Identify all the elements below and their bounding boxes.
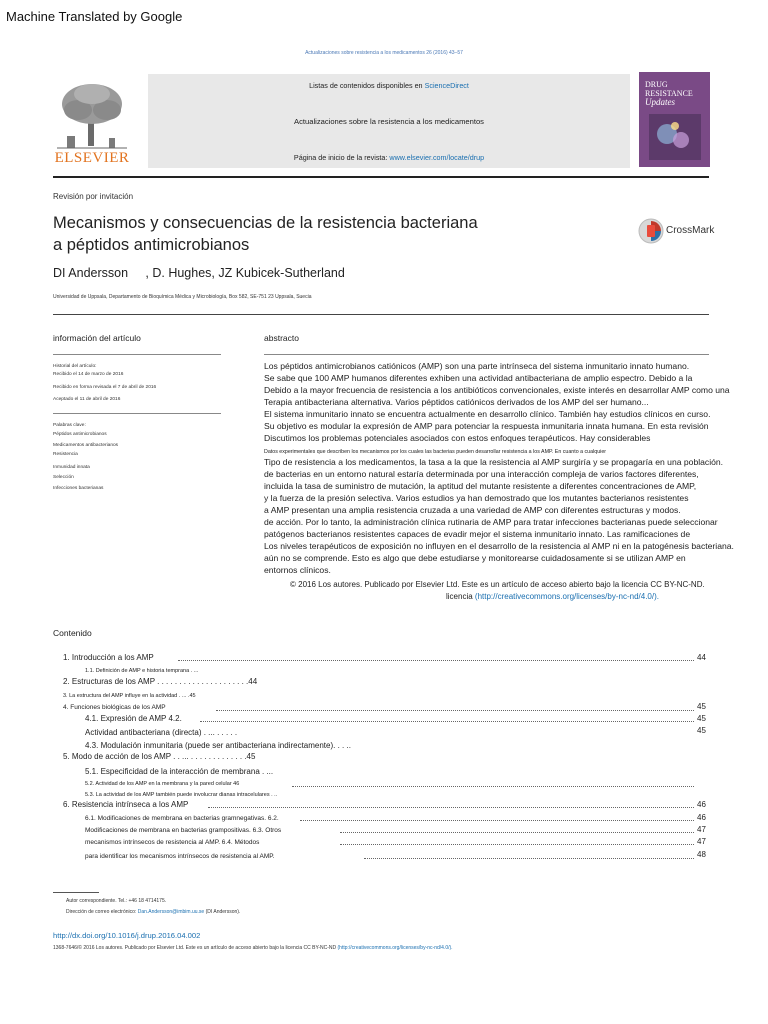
toc-entry[interactable]: 6.1. Modificaciones de membrana en bacterias gramnegativas. 6.2. (85, 815, 279, 822)
toc-entry[interactable]: 5. Modo de acción de los AMP . . ... . . . . . . . . . . . . .45 (63, 752, 256, 761)
toc-entry[interactable]: 1. Introducción a los AMP (63, 653, 154, 662)
abstract-line: El sistema inmunitario innato se encuentra actualmente en desarrollo clínico. También hay estudios clínicos en curso. (264, 409, 711, 419)
toc-page: 47 (697, 837, 706, 846)
journal-homepage: Página de inicio de la revista: www.elsevier.com/locate/drup (293, 153, 485, 162)
keywords-label: Palabras clave: (53, 423, 86, 428)
abstract-line: Discutimos los problemas potenciales asociados con estos enfoques terapéuticos. Hay considerables (264, 433, 651, 443)
history-label: Historial del artículo: (53, 364, 97, 369)
toc-entry[interactable]: 6. Resistencia intrínseca a los AMP (63, 800, 189, 809)
abstract-line: y la fuerza de la presión selectiva. Varios estudios ya han demostrado que los mutantes bacterianos resistentes (264, 493, 689, 503)
toc-entry[interactable]: 4.1. Expresión de AMP 4.2. (85, 714, 182, 723)
abstract-line: aún no se comprende. Esto es algo que debe estudiarse y monitorearse cuidadosamente si se utilizan AMP en (264, 553, 686, 563)
toc-entry[interactable]: mecanismos intrínsecos de resistencia al AMP. 6.4. Métodos (85, 839, 260, 846)
toc-entry[interactable]: 4. Funciones biológicas de los AMP (63, 704, 166, 711)
contents-heading: Contenido (53, 628, 92, 638)
section-rule (53, 314, 709, 315)
keyword: Infecciones bacterianas (53, 486, 104, 491)
abstract-line: entornos clínicos. (264, 565, 331, 575)
machine-translation-banner: Machine Translated by Google (6, 9, 183, 24)
header-rule (53, 176, 709, 178)
footnote-rule (53, 892, 99, 893)
abstract-line: a AMP presentan una amplia resistencia cruzada a una variedad de AMP con diferentes estructuras y modos. (264, 505, 681, 515)
abstract-line: incluida la tasa de suministro de mutación, la aptitud del mutante resistente a diferentes concentraciones de AMP, (264, 481, 697, 491)
keyword: Selección (53, 475, 74, 480)
crossmark-icon (638, 218, 664, 244)
toc-entry[interactable]: 5.1. Especificidad de la interacción de membrana . ... (85, 767, 274, 776)
issn-license-line: 1368-7646/© 2016 Los autores. Publicado por Elsevier Ltd. Este es un artículo de acceso abierto bajo la licencia CC BY-NC-ND (http://creativecommons.org/licenses/by-nc-nd/4.0/). (53, 945, 453, 951)
toc-entry[interactable]: 1.1. Definición de AMP e historia temprana . ... (85, 668, 199, 674)
revised-date: Recibido en forma revisada el 7 de abril de 2016 (53, 385, 157, 390)
abstract-line: Debido a la mayor frecuencia de resistencia a los antibióticos convencionales, existe interés en desarrollar AMP como una (264, 385, 730, 395)
toc-page: 45 (697, 702, 706, 711)
corresponding-author-note: Autor correspondiente. Tel.: +46 18 4714175. (66, 898, 167, 904)
article-title: Mecanismos y consecuencias de la resistencia bacteriana a péptidos antimicrobianos (53, 214, 478, 254)
issn-license-link[interactable]: (http://creativecommons.org/licenses/by-nc-nd/4.0/). (337, 945, 453, 951)
copyright-notice: © 2016 Los autores. Publicado por Elsevier Ltd. Este es un artículo de acceso abierto bajo la licencia CC BY-NC-ND. (290, 580, 705, 589)
toc-entry[interactable]: 5.3. La actividad de los AMP también puede involucrar dianas intracelulares . .. (85, 792, 278, 798)
journal-name: Actualizaciones sobre la resistencia a los medicamentos (294, 117, 484, 126)
info-rule-2 (53, 413, 221, 414)
journal-citation[interactable]: Actualizaciones sobre resistencia a los medicamentos 26 (2016) 43–57 (305, 50, 463, 56)
toc-entry[interactable]: Modificaciones de membrana en bacterias grampositivas. 6.3. Otros (85, 827, 282, 834)
abstract-line: de acción. Por lo tanto, la administración clínica rutinaria de AMP para tratar infecciones bacterianas puede seleccionar (264, 517, 718, 527)
abstract-line: Tipo de resistencia a los medicamentos, la tasa a la que la resistencia al AMP surgiría y se propagaría en una población. (264, 457, 724, 467)
toc-page: 44 (697, 653, 706, 662)
toc-entry[interactable]: 3. La estructura del AMP influye en la actividad . ... .45 (63, 693, 196, 699)
cover-art-image (649, 114, 701, 160)
journal-header-box (148, 74, 630, 168)
toc-entry[interactable]: Actividad antibacteriana (directa) . ... . . . . . (85, 728, 238, 737)
abstract-line: Su objetivo es modular la expresión de AMP para potenciar la respuesta inmunitaria innata humana. En esta revisión (264, 421, 709, 431)
abstract-line: Terapia antibacteriana alternativa. Varios péptidos catiónicos derivados de los AMP del ser humano... (264, 397, 649, 407)
abstract-line: Los péptidos antimicrobianos catiónicos (AMP) son una parte intrínseca del sistema inmunitario innato humano. (264, 361, 690, 371)
doi-link[interactable]: http://dx.doi.org/10.1016/j.drup.2016.04.002 (53, 931, 201, 940)
toc-page: 46 (697, 800, 706, 809)
contents-availability: Listas de contenidos disponibles en ScienceDirect (309, 81, 469, 90)
toc-entry[interactable]: para identificar los mecanismos intrínsecos de resistencia al AMP. (85, 853, 275, 860)
abstract-rule (264, 354, 709, 355)
keyword: Péptidos antimicrobianos (53, 432, 107, 437)
authors: DI Andersson , D. Hughes, JZ Kubicek-Sutherland (53, 266, 345, 280)
toc-entry[interactable]: 5.2. Actividad de los AMP en la membrana y la pared celular 46 (85, 781, 240, 787)
toc-page: 45 (697, 726, 706, 735)
abstract-heading: abstracto (264, 333, 299, 343)
keyword: Inmunidad innata (53, 465, 90, 470)
abstract-line: Se sabe que 100 AMP humanos diferentes exhiben una actividad antibacteriana de amplio espectro. Debido a la (264, 373, 693, 383)
toc-page: 48 (697, 850, 706, 859)
abstract-line: patógenos bacterianos resistentes capaces de evadir mejor el sistema inmunitario innato. Las ramificaciones de (264, 529, 691, 539)
toc-page: 47 (697, 825, 706, 834)
toc-entry[interactable]: 2. Estructuras de los AMP . . . . . . . . . . . . . . . . . . . . .44 (63, 677, 258, 686)
keyword: Medicamentos antibacterianos (53, 443, 119, 448)
license-link[interactable]: (http://creativecommons.org/licenses/by-nc-nd/4.0/). (474, 592, 659, 601)
article-type: Revisión por invitación (53, 192, 134, 201)
received-date: Recibido el 14 de marzo de 2016 (53, 372, 124, 377)
abstract-line: Datos experimentales que describen los mecanismos por los cuales las bacterias pueden desarrollar resistencia a los AMP. En cuanto a cualquier (264, 449, 607, 455)
email-link[interactable]: Dan.Andersson@imbim.uu.se (137, 909, 205, 915)
license-line: licencia (http://creativecommons.org/licenses/by-nc-nd/4.0/). (446, 592, 659, 601)
accepted-date: Aceptado el 11 de abril de 2016 (53, 397, 121, 402)
abstract-line: de bacterias en un entorno natural estaría determinada por una interacción compleja de varios factores diferentes, (264, 469, 699, 479)
homepage-link[interactable]: www.elsevier.com/locate/drup (389, 153, 485, 162)
abstract-line: Los niveles terapéuticos de exposición no influyen en el desarrollo de la resistencia al AMP ni en la patogénesis bacteriana. (264, 541, 734, 551)
toc-page: 46 (697, 813, 706, 822)
publisher-name: ELSEVIER (54, 150, 130, 166)
article-info-heading: información del artículo (53, 333, 141, 343)
keyword: Resistencia (53, 452, 78, 457)
toc-entry[interactable]: 4.3. Modulación inmunitaria (puede ser antibacteriana indirectamente). . . .. (85, 741, 351, 750)
elsevier-logo (53, 80, 131, 168)
email-note: Dirección de correo electrónico: Dan.Andersson@imbim.uu.se (DI Andersson). (66, 909, 241, 915)
toc-page: 45 (697, 714, 706, 723)
affiliation: Universidad de Uppsala, Departamento de Bioquímica Médica y Microbiología, Box 582, SE-751 23 Uppsala, Suecia (53, 294, 312, 300)
sciencedirect-link[interactable]: ScienceDirect (424, 81, 469, 90)
info-rule (53, 354, 221, 355)
journal-cover: DRUG RESISTANCE Updates (639, 72, 710, 167)
crossmark-button[interactable]: CrossMark (638, 217, 712, 245)
